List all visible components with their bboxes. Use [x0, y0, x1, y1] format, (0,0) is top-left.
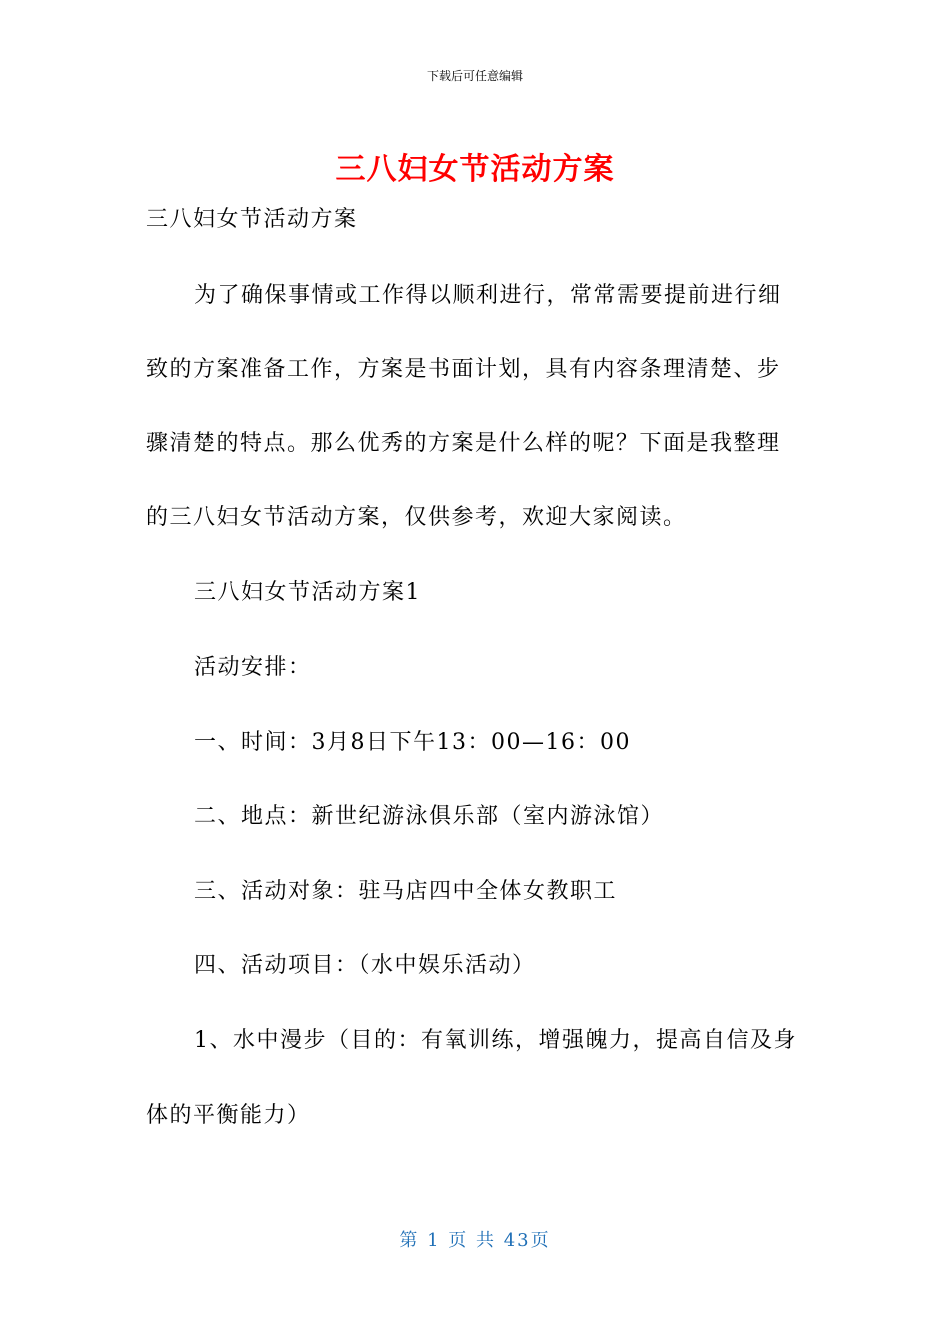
list-item: 一、时间：3月8日下午13：00—16：00 — [194, 730, 631, 755]
paragraph-line: 活动安排： — [194, 655, 312, 680]
subtitle-line: 三八妇女节活动方案 — [146, 207, 358, 232]
page-number-footer: 第 1 页 共 43页 — [399, 1230, 551, 1251]
paragraph-line: 骤清楚的特点。那么优秀的方案是什么样的呢？下面是我整理 — [146, 431, 781, 456]
list-item: 二、地点：新世纪游泳俱乐部（室内游泳馆） — [194, 804, 665, 829]
paragraph-line: 为了确保事情或工作得以顺利进行，常常需要提前进行细 — [194, 283, 782, 308]
list-item: 1、水中漫步（目的：有氧训练，增强魄力，提高自信及身 — [194, 1028, 797, 1053]
list-item-continuation: 体的平衡能力） — [146, 1103, 311, 1128]
list-item: 四、活动项目：（水中娱乐活动） — [194, 953, 536, 978]
section-heading: 三八妇女节活动方案1 — [194, 580, 421, 605]
document-title: 三八妇女节活动方案 — [335, 152, 615, 187]
list-item: 三、活动对象：驻马店四中全体女教职工 — [194, 879, 618, 904]
paragraph-line: 的三八妇女节活动方案，仅供参考，欢迎大家阅读。 — [146, 505, 687, 530]
paragraph-line: 致的方案准备工作，方案是书面计划，具有内容条理清楚、步 — [146, 357, 781, 382]
header-note: 下载后可任意编辑 — [426, 69, 523, 83]
